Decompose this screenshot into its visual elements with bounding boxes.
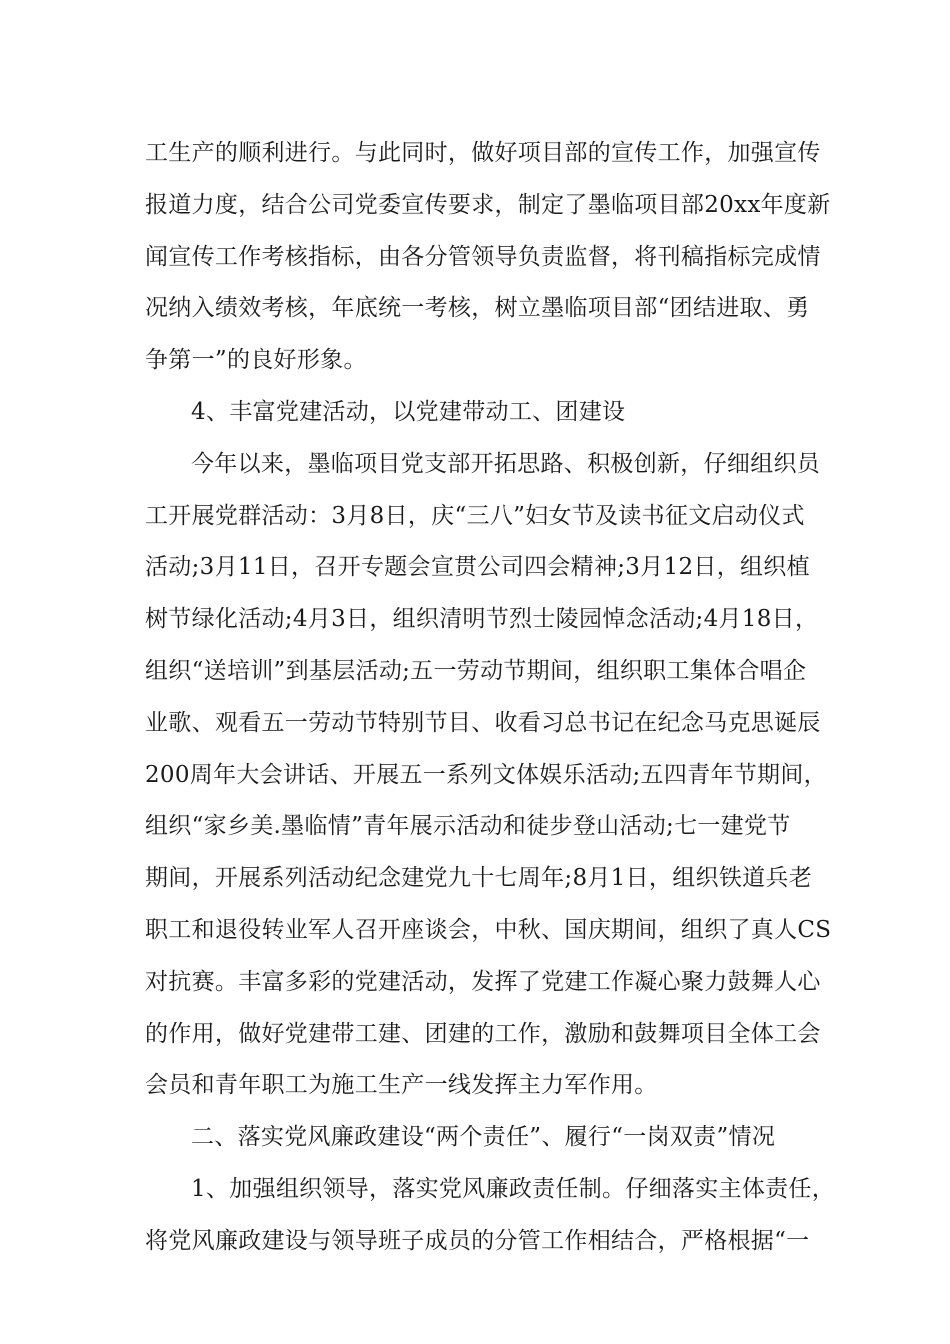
paragraph-first-line: 1、加强组织领导，落实党风廉政责任制。仔细落实主体责任， (191, 1175, 836, 1202)
text-line: 工生产的顺利进行。与此同时，做好项目部的宣传工作，加强宣传 (145, 140, 821, 166)
text-line: 业歌、观看五一劳动节特别节目、收看习总书记在纪念马克思诞辰 (145, 709, 821, 736)
paragraph-first-line: 4、丰富党建活动，以党建带动工、团建设 (191, 398, 626, 425)
text-line: 的作用，做好党建带工建、团建的工作，激励和鼓舞项目全体工会 (145, 1020, 821, 1047)
text-line: 报道力度，结合公司党委宣传要求，制定了墨临项目部20xx年度新 (145, 191, 831, 218)
document-body (145, 128, 836, 1268)
text-line: 活动;3月11日，召开专题会宣贯公司四会精神;3月12日，组织植 (145, 554, 810, 581)
text-line: 闻宣传工作考核指标，由各分管领导负责监督，将刊稿指标完成情 (145, 243, 821, 270)
text-line: 对抗赛。丰富多彩的党建活动，发挥了党建工作凝心聚力鼓舞人心 (145, 968, 821, 995)
text-line: 将党风廉政建设与领导班子成员的分管工作相结合，严格根据“一 (145, 1227, 810, 1254)
text-line: 组织“送培训”到基层活动;五一劳动节期间，组织职工集体合唱企 (145, 657, 807, 684)
text-line: 况纳入绩效考核，年底统一考核，树立墨临项目部“团结进取、勇 (145, 295, 810, 322)
text-line: 200周年大会讲话、开展五一系列文体娱乐活动;五四青年节期间， (145, 761, 827, 788)
text-line: 树节绿化活动;4月3日，组织清明节烈士陵园悼念活动;4月18日， (145, 606, 819, 633)
paragraph-first-line: 今年以来，墨临项目党支部开拓思路、积极创新，仔细组织员 (191, 450, 821, 477)
text-line: 争第一”的良好形象。 (145, 347, 367, 374)
text-line: 会员和青年职工为施工生产一线发挥主力军作用。 (145, 1072, 658, 1099)
text-line: 期间，开展系列活动纪念建党九十七周年;8月1日，组织铁道兵老 (145, 865, 813, 892)
paragraph-first-line: 二、落实党风廉政建设“两个责任”、履行“一岗双责”情况 (191, 1124, 776, 1151)
text-line: 组织“家乡美.墨临情”青年展示活动和徒步登山活动;七一建党节 (145, 813, 791, 840)
text-line: 工开展党群活动：3月8日，庆“三八”妇女节及读书征文启动仪式 (145, 502, 805, 529)
text-line: 职工和退役转业军人召开座谈会，中秋、国庆期间，组织了真人CS (145, 916, 832, 943)
